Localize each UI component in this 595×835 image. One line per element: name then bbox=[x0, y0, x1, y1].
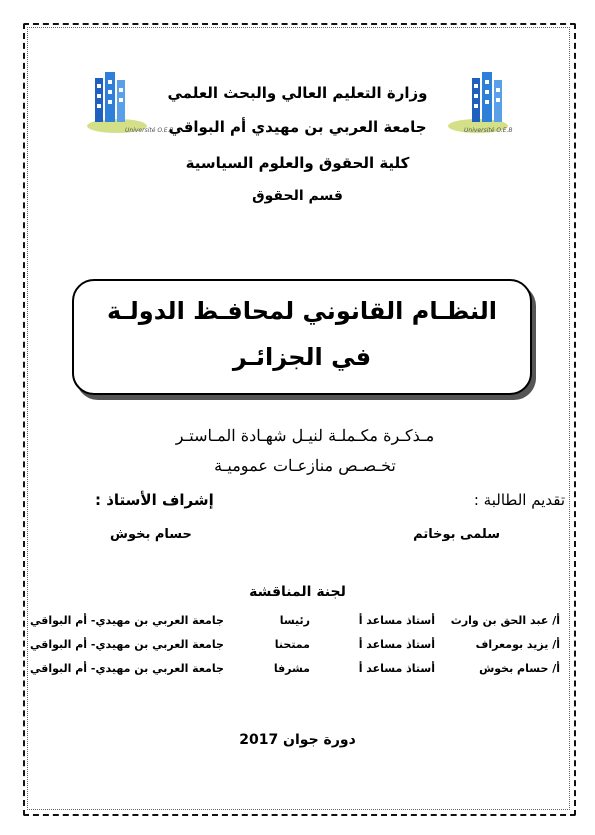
department-name: قسم الحقوق bbox=[252, 188, 343, 204]
supervisor-name: حسام بخوش bbox=[110, 527, 192, 542]
thesis-title-line1: النظـام القانوني لمحافـظ الدولـة bbox=[107, 297, 497, 325]
member-university: جامعة العربي بن مهيدي- أم البواقي bbox=[30, 638, 224, 651]
memo-description: مـذكـرة مكـملـة لنيـل شهـادة المـاستـر bbox=[175, 426, 435, 445]
member-name: أ/ عبد الحق بن وارث bbox=[450, 614, 560, 627]
member-role: مشرفا bbox=[273, 662, 310, 675]
student-name: سلمى بوخاتم bbox=[413, 527, 500, 542]
ministry-name: وزارة التعليم العالي والبحث العلمي bbox=[167, 84, 428, 102]
student-label: تقديم الطالبة : bbox=[473, 491, 565, 509]
logo-left-caption: Université O.E.B bbox=[125, 127, 174, 134]
member-rank: أستاذ مساعد أ bbox=[358, 638, 435, 651]
committee-row bbox=[30, 662, 560, 682]
member-role: ممتحنا bbox=[274, 638, 310, 651]
member-name: أ/ يزيد بومعراف bbox=[475, 638, 560, 651]
logo-right-caption: Université O.E.B bbox=[464, 127, 513, 134]
member-role: رئيسا bbox=[279, 614, 310, 627]
thesis-title-box bbox=[72, 279, 532, 395]
thesis-title-line2: في الجزائـر bbox=[232, 343, 372, 371]
member-name: أ/ حسام بخوش bbox=[479, 662, 560, 675]
supervisor-label: إشراف الأستاذ : bbox=[95, 491, 214, 509]
committee-row bbox=[30, 638, 560, 658]
member-university: جامعة العربي بن مهيدي- أم البواقي bbox=[30, 614, 224, 627]
university-name: جامعة العربي بن مهيدي أم البواقي bbox=[168, 118, 427, 136]
memo-specialty: تخـصـص منازعـات عموميـة bbox=[214, 456, 396, 475]
member-rank: أستاذ مساعد أ bbox=[358, 662, 435, 675]
committee-title: لجنة المناقشة bbox=[249, 584, 346, 600]
session-date: دورة جوان 2017 bbox=[239, 732, 356, 748]
member-university: جامعة العربي بن مهيدي- أم البواقي bbox=[30, 662, 224, 675]
faculty-name: كلية الحقوق والعلوم السياسية bbox=[185, 154, 410, 172]
page-border-inner bbox=[27, 27, 570, 810]
member-rank: أستاذ مساعد أ bbox=[358, 614, 435, 627]
committee-row bbox=[30, 614, 560, 634]
